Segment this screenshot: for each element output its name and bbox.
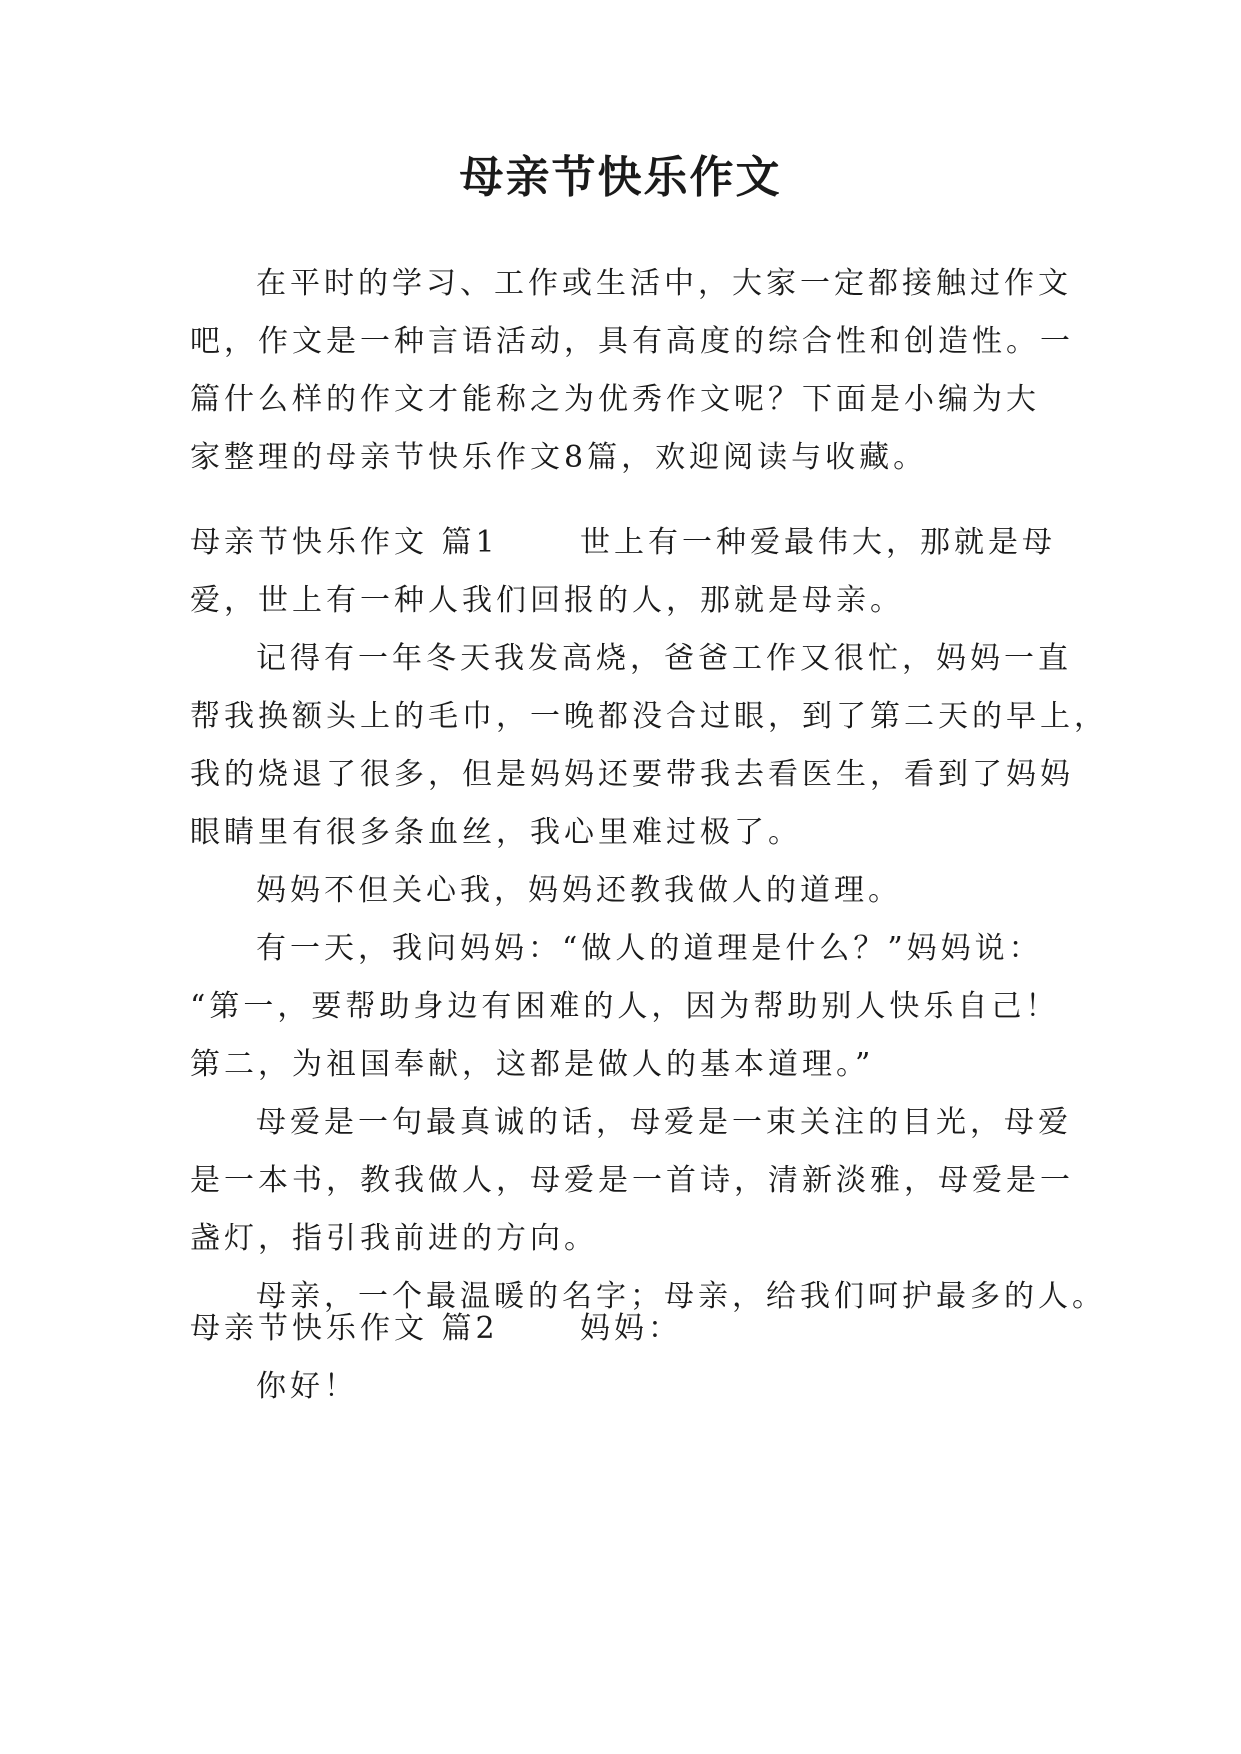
section-2	[190, 1300, 1052, 1416]
paragraph-line: 记得有一年冬天我发高烧，爸爸工作又很忙，妈妈一直	[256, 641, 1072, 676]
intro-paragraph	[190, 255, 1074, 487]
section-1	[190, 514, 1108, 1326]
paragraph-line: 第二，为祖国奉献，这都是做人的基本道理。”	[190, 1047, 875, 1082]
section-1-heading-line	[190, 514, 1056, 572]
section-1-first-text: 世上有一种爱最伟大，那就是母	[580, 525, 1056, 560]
paragraph-line: “第一，要帮助身边有困难的人，因为帮助别人快乐自己！	[190, 989, 1060, 1024]
section-2-heading: 母亲节快乐作文 篇2	[190, 1311, 499, 1346]
paragraph-line: 母亲，一个最温暖的名字；母亲，给我们呵护最多的人。	[256, 1279, 1106, 1314]
paragraph-line: 我的烧退了很多，但是妈妈还要带我去看医生，看到了妈妈	[190, 757, 1074, 792]
paragraph-line: 你好！	[256, 1369, 358, 1404]
paragraph-line: 有一天，我问妈妈：“做人的道理是什么？”妈妈说：	[256, 931, 1043, 966]
intro-line: 在平时的学习、工作或生活中，大家一定都接触过作文	[256, 266, 1072, 301]
document-title: 母亲节快乐作文	[459, 152, 782, 203]
paragraph-line: 是一本书，教我做人，母爱是一首诗，清新淡雅，母爱是一	[190, 1163, 1074, 1198]
paragraph-line: 妈妈不但关心我，妈妈还教我做人的道理。	[256, 873, 902, 908]
section-2-first-text: 妈妈：	[580, 1311, 682, 1346]
paragraph-line: 眼睛里有很多条血丝，我心里难过极了。	[190, 815, 802, 850]
paragraph-line: 盏灯，指引我前进的方向。	[190, 1221, 598, 1256]
paragraph-line: 爱，世上有一种人我们回报的人，那就是母亲。	[190, 583, 904, 618]
intro-line: 家整理的母亲节快乐作文8篇，欢迎阅读与收藏。	[190, 440, 928, 475]
section-2-heading-line	[190, 1300, 1052, 1358]
section-1-heading: 母亲节快乐作文 篇1	[190, 525, 499, 560]
paragraph-line: 母爱是一句最真诚的话，母爱是一束关注的目光，母爱	[256, 1105, 1072, 1140]
paragraph-line: 帮我换额头上的毛巾，一晚都没合过眼，到了第二天的早上，	[190, 699, 1108, 734]
intro-line: 篇什么样的作文才能称之为优秀作文呢？下面是小编为大	[190, 382, 1040, 417]
intro-line: 吧，作文是一种言语活动，具有高度的综合性和创造性。一	[190, 324, 1074, 359]
